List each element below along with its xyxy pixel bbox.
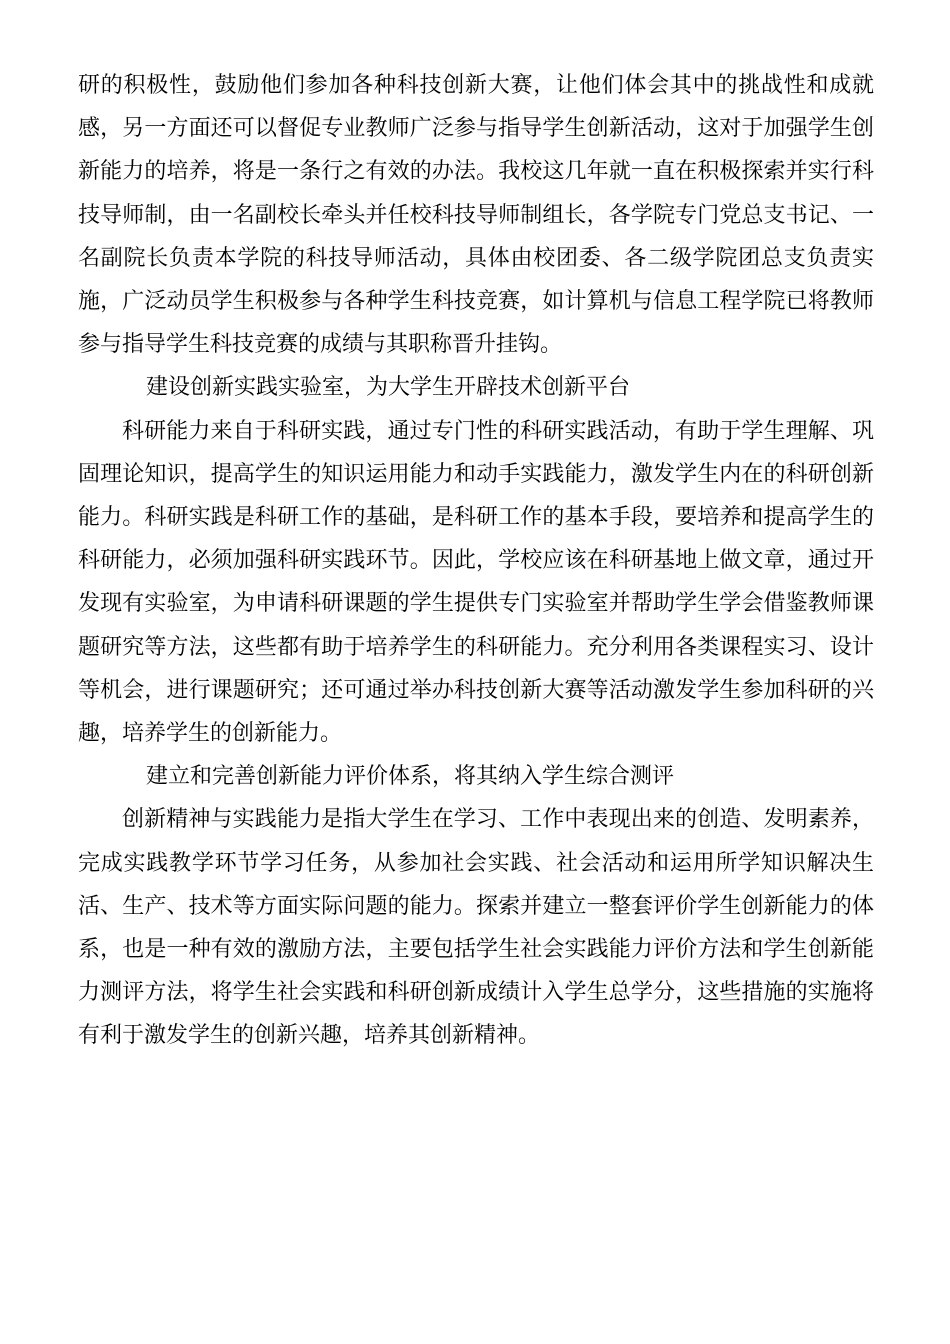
document-page	[78, 64, 874, 1058]
section-heading: 建设创新实践实验室，为大学生开辟技术创新平台	[146, 375, 631, 401]
body-paragraph: 科研能力来自于科研实践，通过专门性的科研实践活动，有助于学生理解、巩固理论知识，提高学生的知识运用能力和动手实践能力，激发学生内在的科研创新能力。科研实践是科研工作的基础，是科研工作的基本手段，要培养和提高学生的科研能力，必须加强科研实践环节。因此，学校应该在科研基地上做文章，通过开发现有实验室，为申请科研课题的学生提供专门实验室并帮助学生学会借鉴教师课题研究等方法，这些都有助于培养学生的科研能力。充分利用各类课程实习、设计等机会，进行课题研究；还可通过举办科技创新大赛等活动激发学生参加科研的兴趣，培养学生的创新能力。	[78, 418, 874, 747]
section-heading: 建立和完善创新能力评价体系，将其纳入学生综合测评	[146, 764, 675, 790]
body-paragraph: 研的积极性，鼓励他们参加各种科技创新大赛，让他们体会其中的挑战性和成就感，另一方面还可以督促专业教师广泛参与指导学生创新活动，这对于加强学生创新能力的培养，将是一条行之有效的办法。我校这几年就一直在积极探索并实行科技导师制，由一名副校长牵头并任校科技导师制组长，各学院专门党总支书记、一名副院长负责本学院的科技导师活动，具体由校团委、各二级学院团总支负责实施，广泛动员学生积极参与各种学生科技竞赛，如计算机与信息工程学院已将教师参与指导学生科技竞赛的成绩与其职称晋升挂钩。	[78, 73, 874, 358]
body-paragraph: 创新精神与实践能力是指大学生在学习、工作中表现出来的创造、发明素养，完成实践教学环节学习任务，从参加社会实践、社会活动和运用所学知识解决生活、生产、技术等方面实际问题的能力。探索并建立一整套评价学生创新能力的体系，也是一种有效的激励方法，主要包括学生社会实践能力评价方法和学生创新能力测评方法，将学生社会实践和科研创新成绩计入学生总学分，这些措施的实施将有利于激发学生的创新兴趣，培养其创新精神。	[78, 807, 874, 1049]
